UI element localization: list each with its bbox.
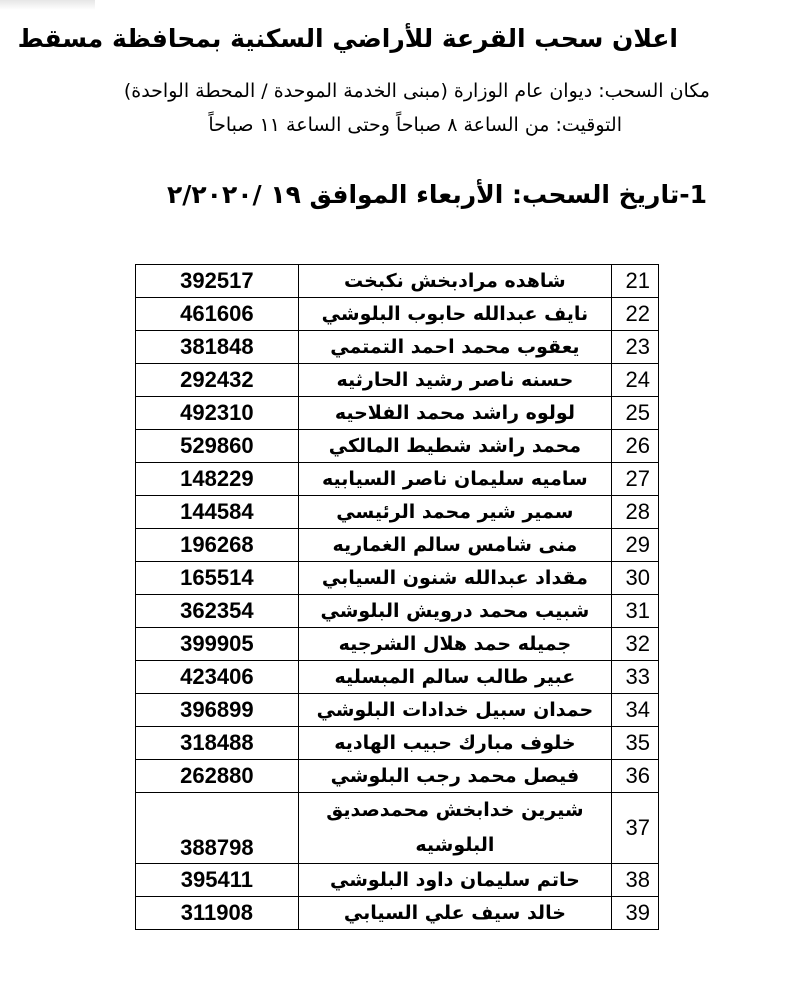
table-row	[136, 298, 659, 331]
table-row	[136, 430, 659, 463]
applicant-name: جميله حمد هلال الشرجيه	[298, 628, 611, 661]
row-number: 26	[612, 430, 659, 463]
row-number: 31	[612, 595, 659, 628]
row-number: 27	[612, 463, 659, 496]
table-row	[136, 864, 659, 897]
application-number: 165514	[136, 562, 299, 595]
application-number: 392517	[136, 265, 299, 298]
table-row	[136, 897, 659, 930]
table-row	[136, 331, 659, 364]
row-number: 39	[612, 897, 659, 930]
table-row	[136, 661, 659, 694]
row-number: 37	[612, 793, 659, 864]
table-row	[136, 364, 659, 397]
applicant-name: حسنه ناصر رشيد الحارثيه	[298, 364, 611, 397]
draw-location: مكان السحب: ديوان عام الوزارة (مبنى الخدمة الموحدة / المحطة الواحدة)	[123, 80, 710, 102]
table-row	[136, 694, 659, 727]
applicant-name: شيرين خدابخش محمدصديق البلوشيه	[298, 793, 611, 864]
table-row	[136, 397, 659, 430]
draw-date: 1-تاريخ السحب: الأربعاء الموافق ١٩ /٢/٢٠٢٠	[167, 180, 707, 209]
table-row	[136, 595, 659, 628]
application-number: 292432	[136, 364, 299, 397]
application-number: 395411	[136, 864, 299, 897]
application-number: 529860	[136, 430, 299, 463]
row-number: 34	[612, 694, 659, 727]
row-number: 38	[612, 864, 659, 897]
page-fold-shadow	[0, 0, 95, 10]
applicant-name: مقداد عبدالله شنون السيابي	[298, 562, 611, 595]
application-number: 362354	[136, 595, 299, 628]
application-number: 318488	[136, 727, 299, 760]
application-number: 388798	[136, 793, 299, 864]
applicant-name: فيصل محمد رجب البلوشي	[298, 760, 611, 793]
applicant-name: خالد سيف علي السيابي	[298, 897, 611, 930]
applicant-name: عبير طالب سالم المبسليه	[298, 661, 611, 694]
table-row	[136, 265, 659, 298]
application-number: 492310	[136, 397, 299, 430]
applicant-name: نايف عبدالله حابوب البلوشي	[298, 298, 611, 331]
application-number: 399905	[136, 628, 299, 661]
application-number: 144584	[136, 496, 299, 529]
application-number: 423406	[136, 661, 299, 694]
applicant-name: شاهده مرادبخش نكبخت	[298, 265, 611, 298]
applicant-name: سمير شير محمد الرئيسي	[298, 496, 611, 529]
table-row	[136, 463, 659, 496]
applicant-name: شبيب محمد درويش البلوشي	[298, 595, 611, 628]
announcement-title: اعلان سحب القرعة للأراضي السكنية بمحافظة مسقط	[17, 24, 678, 53]
application-number: 381848	[136, 331, 299, 364]
applicant-name: يعقوب محمد احمد التمتمي	[298, 331, 611, 364]
row-number: 28	[612, 496, 659, 529]
table-row	[136, 628, 659, 661]
table-row	[136, 562, 659, 595]
application-number: 148229	[136, 463, 299, 496]
applicant-name: محمد راشد شطيط المالكي	[298, 430, 611, 463]
application-number: 262880	[136, 760, 299, 793]
row-number: 32	[612, 628, 659, 661]
table-row	[136, 529, 659, 562]
table-row	[136, 760, 659, 793]
row-number: 24	[612, 364, 659, 397]
application-number: 461606	[136, 298, 299, 331]
draw-time: التوقيت: من الساعة ٨ صباحاً وحتى الساعة ١١ صباحاً	[208, 114, 622, 136]
applicant-name: ساميه سليمان ناصر السيابيه	[298, 463, 611, 496]
application-number: 196268	[136, 529, 299, 562]
applicant-name: لولوه راشد محمد الفلاحيه	[298, 397, 611, 430]
application-number: 396899	[136, 694, 299, 727]
applicant-name: منى شامس سالم الغماريه	[298, 529, 611, 562]
table-row	[136, 496, 659, 529]
row-number: 25	[612, 397, 659, 430]
row-number: 29	[612, 529, 659, 562]
winners-table	[135, 264, 659, 930]
row-number: 33	[612, 661, 659, 694]
row-number: 36	[612, 760, 659, 793]
row-number: 21	[612, 265, 659, 298]
applicant-name: حاتم سليمان داود البلوشي	[298, 864, 611, 897]
table-row	[136, 793, 659, 864]
applicant-name: حمدان سبيل خدادات البلوشي	[298, 694, 611, 727]
row-number: 30	[612, 562, 659, 595]
table-row	[136, 727, 659, 760]
application-number: 311908	[136, 897, 299, 930]
row-number: 22	[612, 298, 659, 331]
applicant-name: خلوف مبارك حبيب الهاديه	[298, 727, 611, 760]
row-number: 23	[612, 331, 659, 364]
row-number: 35	[612, 727, 659, 760]
